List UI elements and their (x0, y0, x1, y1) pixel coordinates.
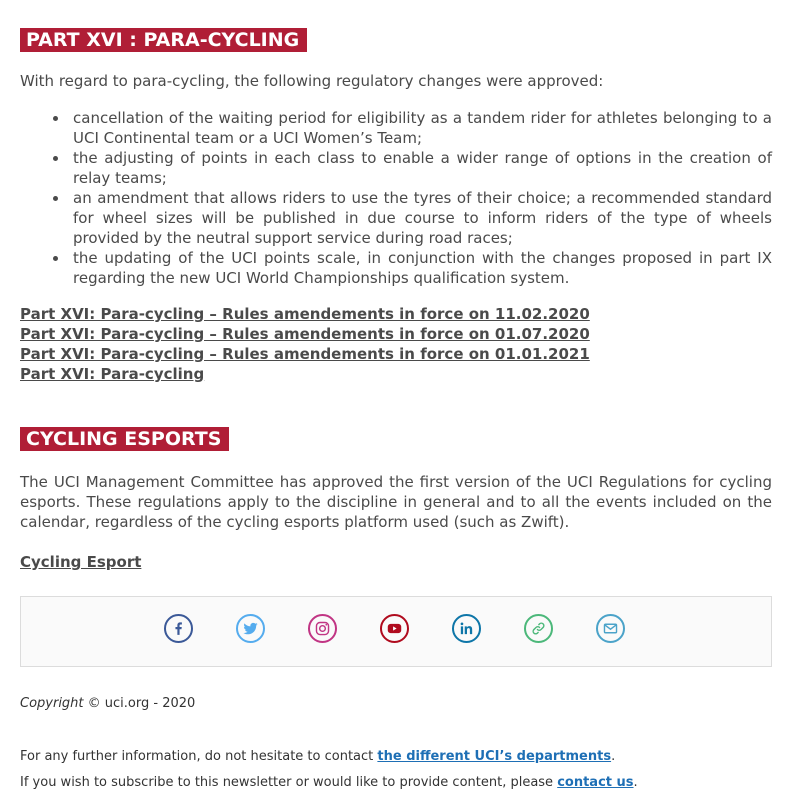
copyright-label: Copyright (20, 696, 84, 711)
cycling-esports-text: The UCI Management Committee has approved the first version of the UCI Regulations for cycling esports. These regulations apply to the discipline in general and to all the events included on the calendar, regardless of the cycling esports platform used (such as Zwift). (20, 473, 772, 531)
link-icon[interactable] (524, 614, 553, 643)
cycling-esports-heading: CYCLING ESPORTS (20, 427, 229, 451)
linkedin-icon[interactable] (452, 614, 481, 643)
youtube-icon[interactable] (380, 614, 409, 643)
social-links-bar (20, 596, 772, 667)
uci-departments-link[interactable]: the different UCI’s departments (377, 749, 612, 764)
list-item: an amendment that allows riders to use the tyres of their choice; a recommended standard for wheel sizes will be published in due course to inform riders of the type of wheels provided by the neutral support service during road races; (73, 189, 772, 247)
contact-us-link[interactable]: contact us (557, 775, 634, 790)
copyright-notice (20, 695, 195, 713)
contact-info-period: . (611, 749, 616, 764)
instagram-icon[interactable] (308, 614, 337, 643)
subscribe-info-line (20, 774, 638, 792)
rules-link-11-02-2020[interactable]: Part XVI: Para-cycling – Rules amendements in force on 11.02.2020 (20, 305, 590, 323)
list-item: the updating of the UCI points scale, in conjunction with the changes proposed in part IX regarding the new UCI World Championships qualification system. (73, 249, 772, 287)
contact-info-text: For any further information, do not hesitate to contact (20, 749, 378, 764)
facebook-icon[interactable] (164, 614, 193, 643)
para-cycling-heading: PART XVI : PARA-CYCLING (20, 28, 307, 52)
cycling-esport-link[interactable]: Cycling Esport (20, 553, 142, 571)
rules-link-01-01-2021[interactable]: Part XVI: Para-cycling – Rules amendements in force on 01.01.2021 (20, 345, 590, 363)
twitter-icon[interactable] (236, 614, 265, 643)
copyright-text: © uci.org - 2020 (83, 696, 196, 711)
contact-info-line (20, 748, 615, 766)
rules-link-01-07-2020[interactable]: Part XVI: Para-cycling – Rules amendements in force on 01.07.2020 (20, 325, 590, 343)
para-cycling-intro: With regard to para-cycling, the following regulatory changes were approved: (20, 72, 604, 90)
para-cycling-rule-links (20, 304, 590, 384)
subscribe-info-period: . (633, 775, 638, 790)
rules-link-part-xvi[interactable]: Part XVI: Para-cycling (20, 365, 205, 383)
subscribe-info-text: If you wish to subscribe to this newsletter or would like to provide content, please (20, 775, 558, 790)
email-icon[interactable] (596, 614, 625, 643)
list-item: cancellation of the waiting period for eligibility as a tandem rider for athletes belonging to a UCI Continental team or a UCI Women’s Team; (73, 109, 772, 147)
list-item: the adjusting of points in each class to enable a wider range of options in the creation of relay teams; (73, 149, 772, 187)
para-cycling-changes-list (20, 108, 772, 288)
